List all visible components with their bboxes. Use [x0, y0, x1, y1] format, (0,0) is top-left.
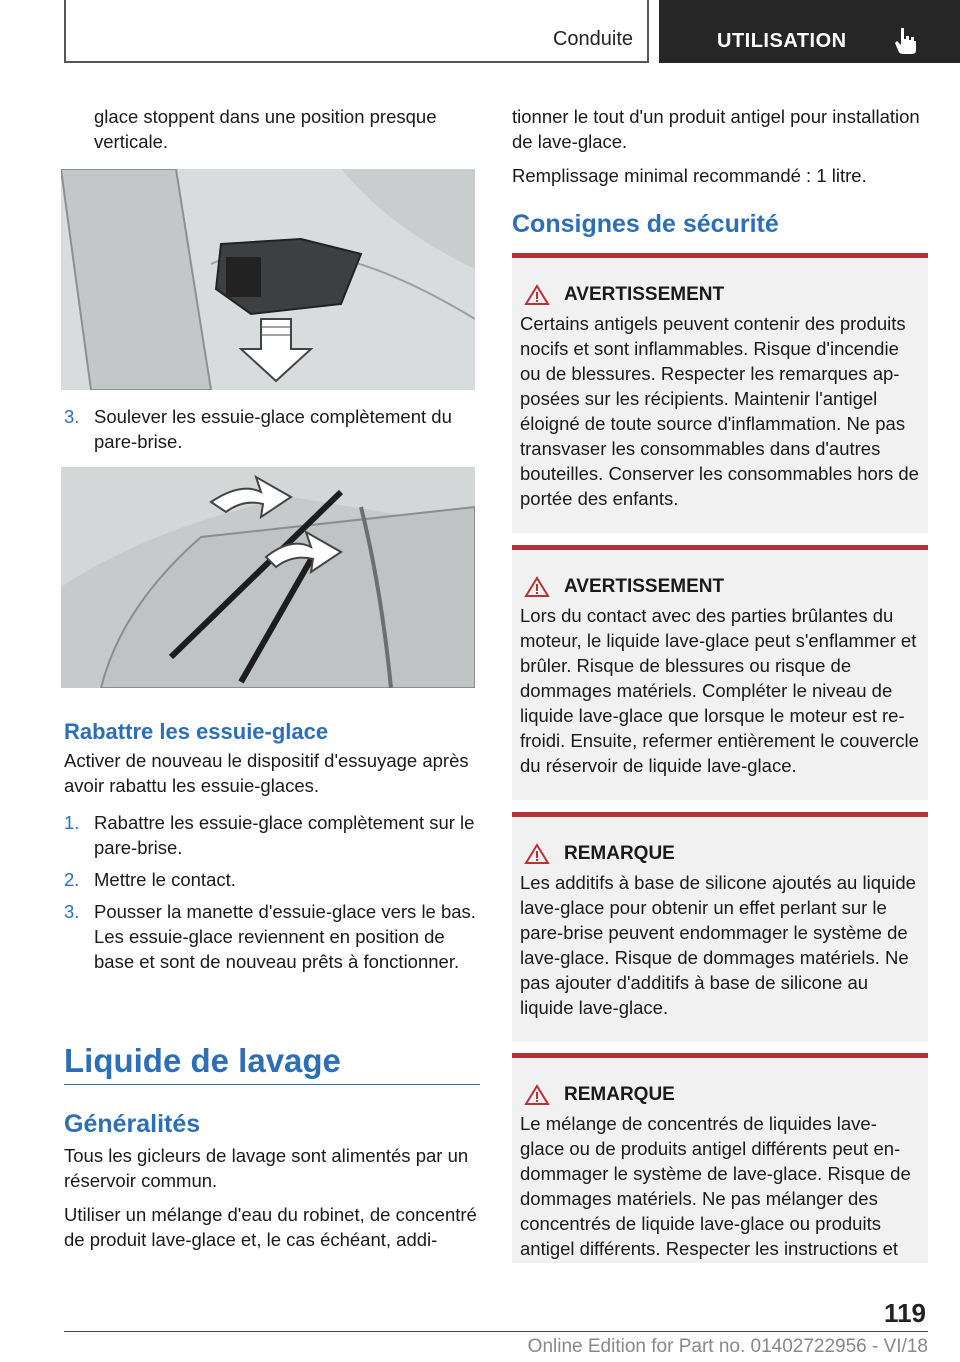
list-item — [64, 404, 476, 454]
header-section-label: Conduite — [552, 28, 633, 50]
mirror-wiper-lever-image — [61, 169, 475, 390]
notice-box-text: Le mélange de concentrés de liquides lave-glace ou de produits antigel différents peut endommager le système de lave-glace. Risque de dommages matériels. Ne pas mélanger des concentrés de liquide lave-glace ou produits antigel différents. Respecter les instructions et — [520, 1113, 911, 1259]
warning-triangle-icon — [524, 284, 550, 306]
wiper-raise-illustration — [61, 467, 475, 688]
liquide-heading-block — [64, 1042, 480, 1085]
rabattre-section — [64, 718, 480, 981]
windshield-wipers-image — [61, 467, 475, 688]
liquide-heading: Liquide de lavage — [64, 1042, 341, 1079]
intro-text: glace stoppent dans une position presque verticale. — [94, 106, 437, 152]
step-text: Rabattre les essuie-glace complètement sur le pare-brise. — [94, 812, 475, 858]
step-number: 3. — [64, 901, 80, 922]
warning-triangle-icon — [524, 576, 550, 598]
warning-box-text: Lors du contact avec des parties brûlantes du moteur, le liquide lave-glace peut s'enflammer et brûler. Risque de blessures ou risque de dommages matériels. Compléter le niveau de liquide lave-glace que lorsque le moteur est refroidi. Ensuite, refermer entièrement le couvercle du réservoir de liquide lave-glace. — [520, 605, 919, 776]
warning-box — [512, 545, 928, 800]
list-item — [64, 867, 480, 892]
mirror-illustration — [61, 169, 475, 390]
continuation-paragraph: tionner le tout d'un produit antigel pour installation de lave-glace. — [512, 106, 920, 152]
notice-box — [512, 812, 928, 1042]
warning-box — [512, 253, 928, 533]
list-item — [64, 810, 480, 860]
warning-box-text: Certains antigels peuvent contenir des produits nocifs et sont inflammables. Risque d'incendie ou de blessures. Respecter les remarques apposées sur les récipients. Maintenir l'antigel éloigné de toute source d'inflammation. Ne pas transvaser les consommables dans d'autres bouteilles. Conserver les consommables hors de portée des enfants. — [520, 313, 919, 509]
hand-pointer-icon — [893, 26, 919, 56]
rabattre-heading: Rabattre les essuie-glace — [64, 719, 329, 744]
intro-paragraph — [64, 104, 476, 154]
generalites-paragraph-2: Utiliser un mélange d'eau du robinet, de concentré de produit lave-glace et, le cas échéant, addi- — [64, 1204, 477, 1250]
step-number: 1. — [64, 812, 80, 833]
remplissage-paragraph: Remplissage minimal recommandé : 1 litre. — [512, 165, 867, 186]
step-text: Mettre le contact. — [94, 869, 236, 890]
header-chapter-tab — [659, 0, 960, 63]
header-section-tab — [64, 0, 649, 63]
generalites-paragraph-1: Tous les gicleurs de lavage sont alimentés par un réservoir commun. — [64, 1145, 469, 1191]
step-number: 3. — [64, 406, 80, 427]
notice-box-text: Les additifs à base de silicone ajoutés au liquide lave-glace pour obtenir un effet perlant sur le pare-brise peuvent endommager le système de lave-glace. Risque de dommages matériels. Ne pas ajouter d'additifs à base de silicone au liquide lave-glace. — [520, 872, 916, 1018]
step-3-top — [64, 404, 476, 461]
generalites-heading: Généralités — [64, 1110, 201, 1138]
notice-box-title: REMARQUE — [564, 843, 675, 864]
footer-edition: Online Edition for Part no. 01402722956 - VI/18 — [527, 1336, 928, 1357]
warning-box-title: AVERTISSEMENT — [564, 284, 725, 305]
step-text: Soulever les essuie-glace complètement du pare-brise. — [94, 406, 452, 452]
step-text: Pousser la manette d'essuie-glace vers le bas. Les essuie-glace reviennent en position de base et sont de nouveau prêts à fonctionner. — [94, 901, 476, 972]
page-number: 119 — [884, 1298, 926, 1328]
notice-box-title: REMARQUE — [564, 1084, 675, 1105]
header-chapter-label: UTILISATION — [717, 30, 847, 52]
footer-divider — [64, 1331, 928, 1332]
step-number: 2. — [64, 869, 80, 890]
notice-box — [512, 1053, 928, 1263]
warning-triangle-icon — [524, 1084, 550, 1106]
rabattre-paragraph: Activer de nouveau le dispositif d'essuyage après avoir rabattu les essuie-glaces. — [64, 750, 469, 796]
list-item — [64, 899, 480, 974]
warning-triangle-icon — [524, 843, 550, 865]
warning-box-title: AVERTISSEMENT — [564, 576, 725, 597]
generalites-section — [64, 1112, 480, 1261]
safety-heading: Consignes de sécurité — [512, 210, 779, 238]
right-intro — [512, 104, 930, 197]
